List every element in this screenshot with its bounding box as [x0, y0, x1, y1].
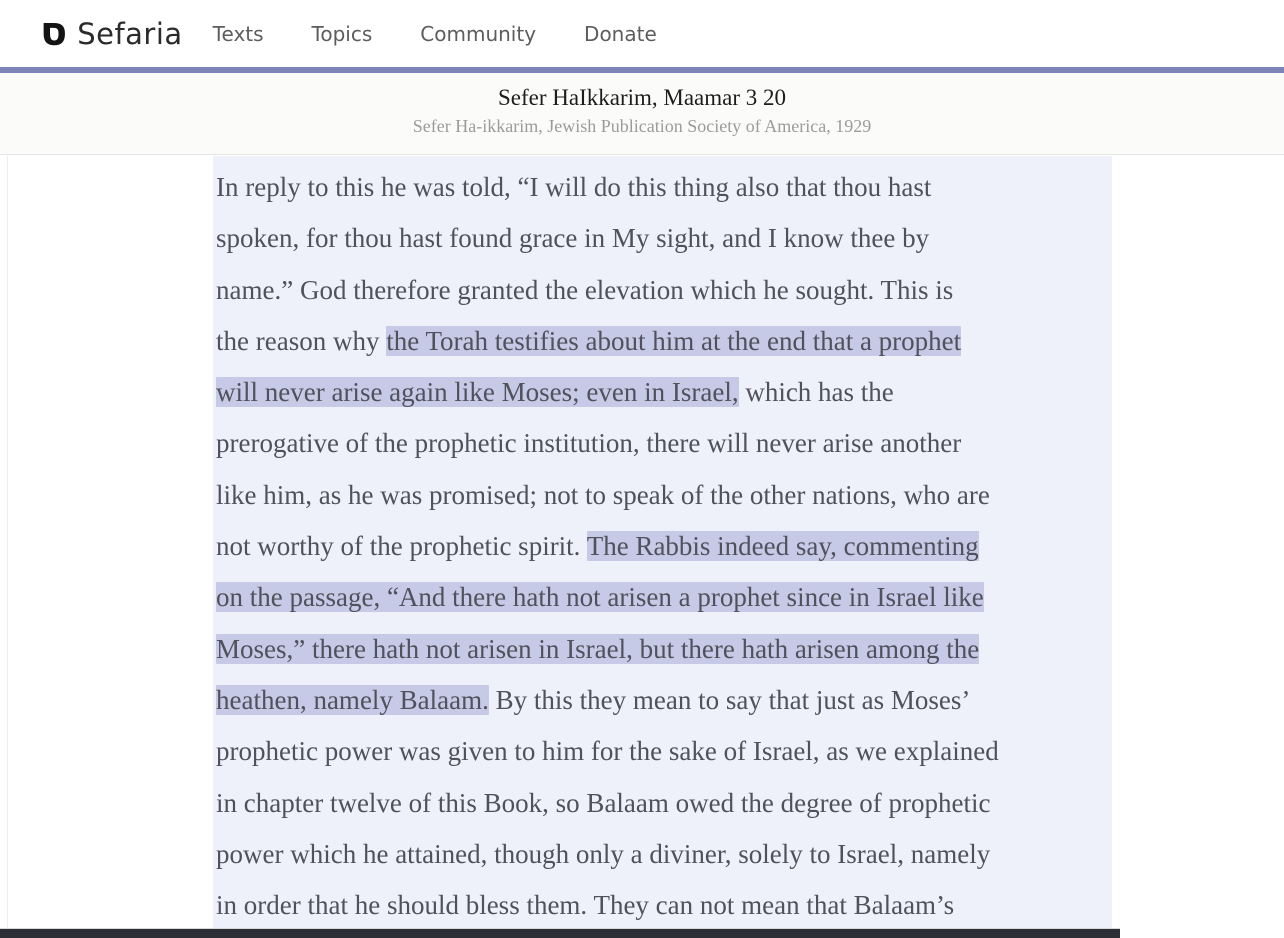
reader-header-titles: [0, 83, 1284, 139]
bottom-dark-bar: [0, 929, 1120, 938]
nav-link-topics[interactable]: Topics: [311, 21, 373, 46]
text-line[interactable]: [216, 572, 1112, 623]
top-navigation-bar: [0, 0, 1284, 67]
highlighted-text-segment[interactable]: Moses,” there hath not arisen in Israel, but there hath arisen among the: [216, 633, 980, 664]
text-segment[interactable]: spoken, for thou hast found grace in My sight, and I know thee by: [216, 223, 930, 254]
nav-links: [213, 22, 657, 46]
text-segment[interactable]: name.” God therefore granted the elevation which he sought. This is: [216, 274, 954, 305]
highlighted-text-segment[interactable]: heathen, namely Balaam.: [216, 684, 489, 715]
text-line[interactable]: [216, 367, 1112, 418]
left-panel-divider: [7, 156, 8, 928]
highlighted-text-segment[interactable]: will never arise again like Moses; even in Israel,: [216, 377, 739, 408]
text-line[interactable]: [216, 624, 1112, 675]
text-line[interactable]: [216, 265, 1112, 316]
text-line[interactable]: [216, 162, 1112, 213]
selected-text-segment[interactable]: [213, 156, 1112, 928]
highlighted-text-segment[interactable]: The Rabbis indeed say, commenting: [586, 531, 979, 562]
text-line[interactable]: [216, 521, 1112, 572]
text-line[interactable]: [216, 880, 1112, 931]
text-line[interactable]: [216, 316, 1112, 367]
text-segment[interactable]: in order that he should bless them. They can not mean that Balaam’s: [216, 890, 955, 921]
text-segment[interactable]: In reply to this he was told, “I will do this thing also that thou hast: [216, 172, 932, 202]
text-line[interactable]: [216, 829, 1112, 880]
text-line[interactable]: [216, 418, 1112, 469]
text-segment[interactable]: not worthy of the prophetic spirit.: [216, 531, 587, 562]
text-segment[interactable]: which has the: [738, 377, 894, 408]
text-line[interactable]: [216, 675, 1112, 726]
reader-version-subtitle: Sefer Ha-ikkarim, Jewish Publication Society of America, 1929: [412, 116, 872, 136]
nav-link-community[interactable]: Community: [420, 21, 537, 46]
text-segment[interactable]: the reason why: [216, 325, 387, 356]
text-segment[interactable]: By this they mean to say that just as Moses’: [488, 684, 971, 715]
text-line[interactable]: [216, 213, 1112, 264]
reader-header: [0, 73, 1284, 155]
text-segment[interactable]: prerogative of the prophetic institution, there will never arise another: [216, 428, 962, 459]
text-segment[interactable]: power which he attained, though only a diviner, solely to Israel, namely: [216, 838, 991, 869]
text-segment[interactable]: in chapter twelve of this Book, so Balaam owed the degree of prophetic: [216, 787, 991, 818]
text-line[interactable]: [216, 778, 1112, 829]
text-line[interactable]: [216, 726, 1112, 777]
reader-title[interactable]: Sefer HaIkkarim, Maamar 3 20: [497, 85, 787, 110]
highlighted-text-segment[interactable]: the Torah testifies about him at the end that a prophet: [386, 325, 962, 356]
sefaria-logo-icon[interactable]: ס: [40, 8, 68, 55]
reader-content-area: [0, 156, 1284, 928]
nav-link-texts[interactable]: Texts: [212, 21, 264, 46]
text-line[interactable]: [216, 470, 1112, 521]
text-segment[interactable]: like him, as he was promised; not to speak of the other nations, who are: [216, 479, 990, 510]
brand-wordmark[interactable]: Sefaria: [77, 16, 183, 51]
highlighted-text-segment[interactable]: on the passage, “And there hath not arisen a prophet since in Israel like: [216, 582, 984, 613]
text-segment[interactable]: prophetic power was given to him for the sake of Israel, as we explained: [216, 736, 999, 767]
nav-link-donate[interactable]: Donate: [584, 21, 657, 46]
